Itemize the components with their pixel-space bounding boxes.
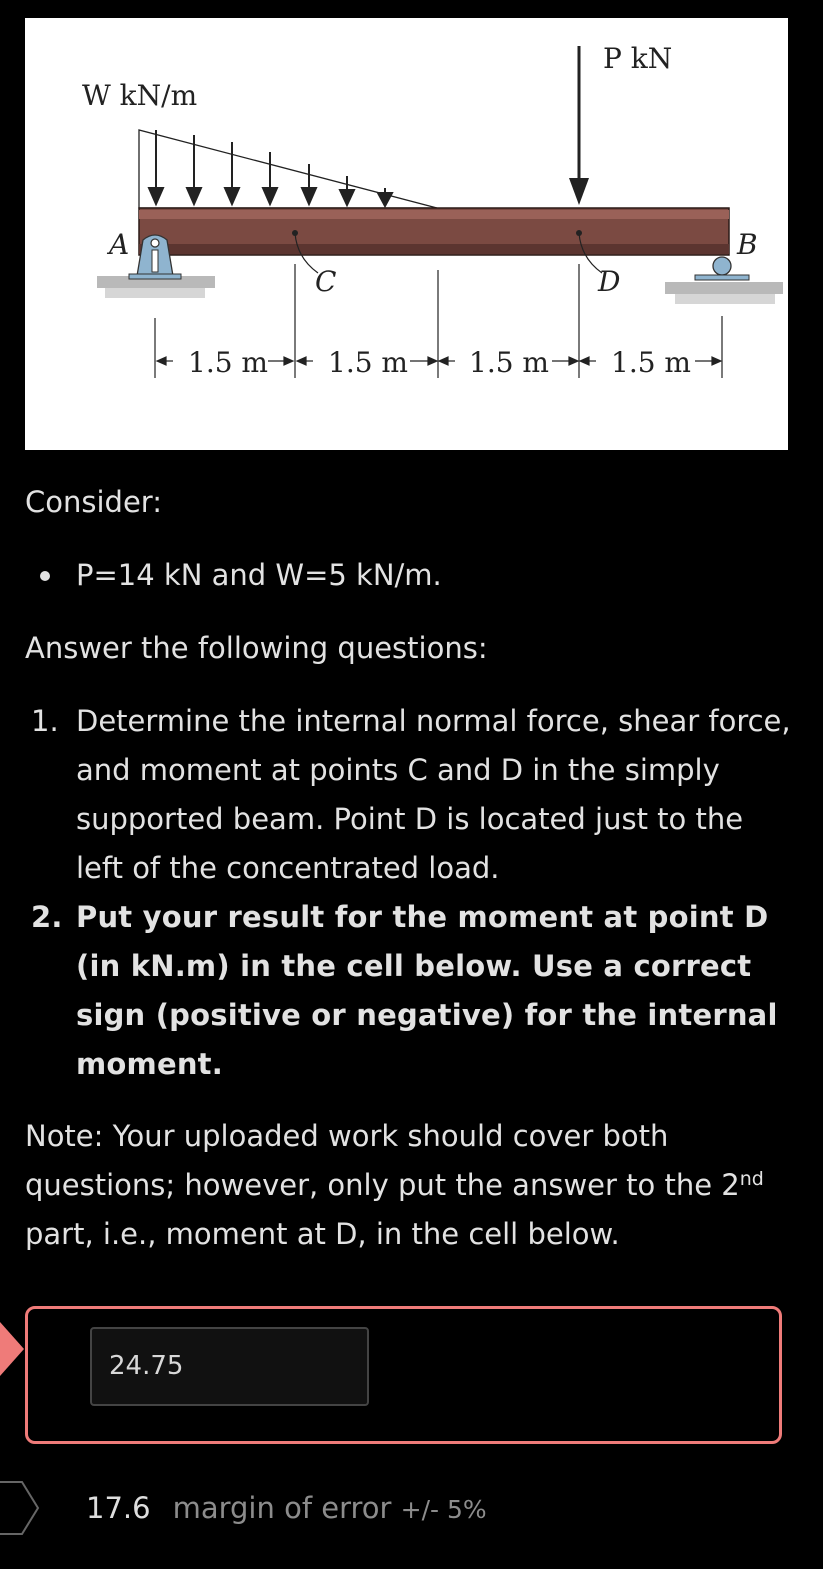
load-w-label: W kN/m [82,79,198,112]
span-label-3: 1.5 m [469,346,549,379]
answer-heading: Answer the following questions: [25,631,488,665]
margin-of-error-label: margin of error +/- 5% [172,1491,487,1525]
beam-figure [25,18,788,450]
note-text-end: part, i.e., moment at D, in the cell below. [25,1217,620,1251]
note-text: Note: Your uploaded work should cover both questions; however, only put the answer to the 2 [25,1119,740,1202]
correct-answer-row [86,1486,487,1532]
question-number: 1. [31,704,59,738]
span-label-2: 1.5 m [328,346,408,379]
note-paragraph [25,1112,795,1259]
question-item-2 [25,893,795,1089]
support-a-label: A [109,228,130,261]
distributed-load-arrows [149,130,392,206]
bullet-icon [40,571,50,581]
point-load-arrow [569,46,589,205]
correct-answer-value: 17.6 [86,1491,151,1525]
span-label-4: 1.5 m [611,346,691,379]
span-label-1: 1.5 m [188,346,268,379]
load-p-label: P kN [603,42,673,75]
support-b-label: B [737,228,758,261]
consider-label: Consider: [25,485,162,519]
question-number: 2. [31,900,63,934]
ground-b [665,282,783,294]
incorrect-marker-icon [0,1322,24,1376]
question-list [25,697,795,1089]
correct-answer-marker-icon [0,1480,42,1536]
question-text: Put your result for the moment at point D (in kN.m) in the cell below. Use a correct sign (positive or negative) for the internal moment. [76,900,778,1081]
note-superscript: nd [739,1168,764,1190]
question-item-1 [25,697,795,893]
point-d-label: D [598,265,621,298]
question-text: Determine the internal normal force, shear force, and moment at points C and D in the simply supported beam. Point D is located just to the left of the concentrated load. [76,704,791,885]
given-item [25,551,785,600]
answer-input[interactable]: 24.75 [90,1327,369,1406]
distributed-load-outline [139,130,437,208]
given-text: P=14 kN and W=5 kN/m. [76,558,442,592]
margin-value: +/- 5% [400,1495,487,1524]
point-c-label: C [315,265,337,298]
given-list [25,551,785,600]
